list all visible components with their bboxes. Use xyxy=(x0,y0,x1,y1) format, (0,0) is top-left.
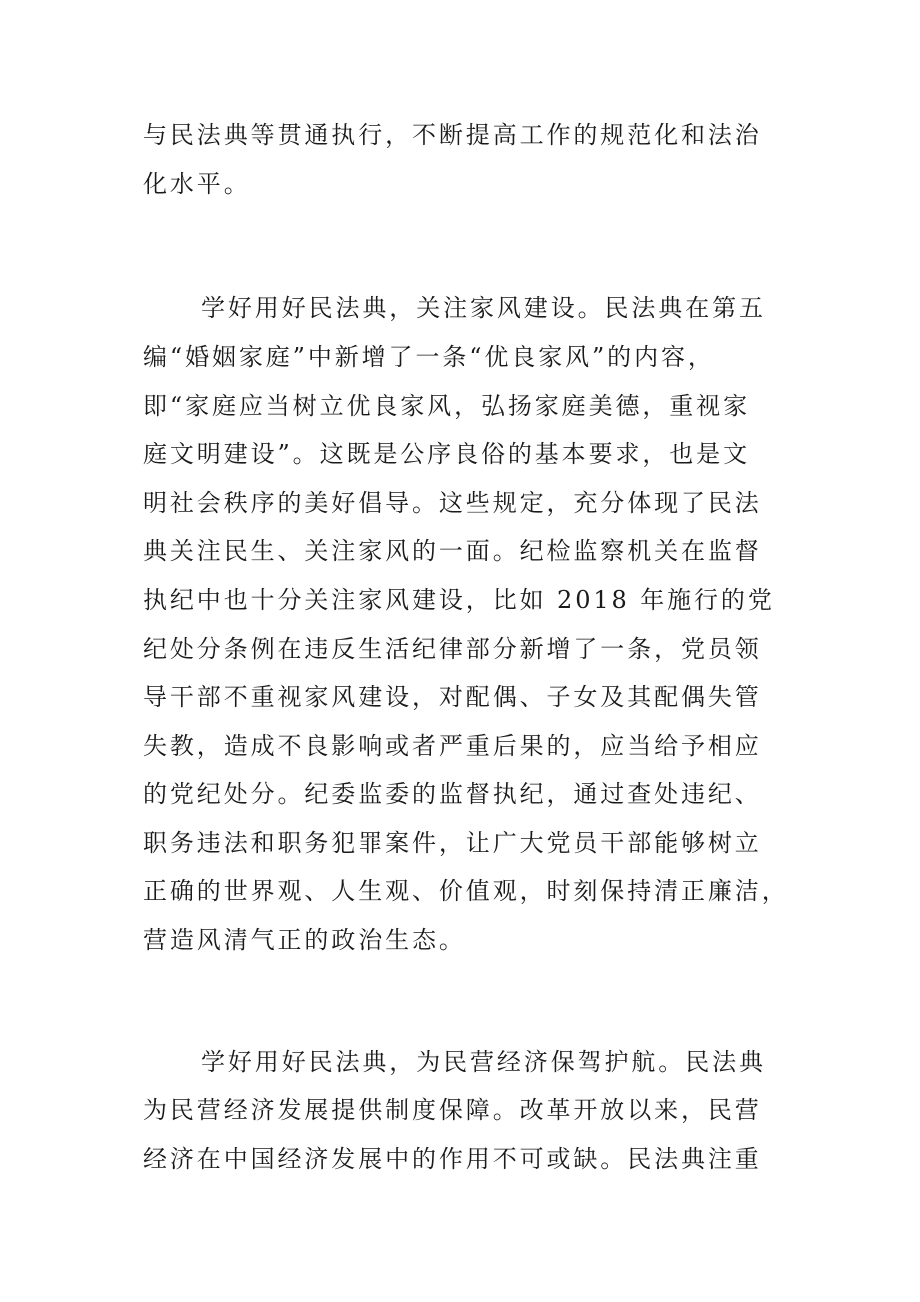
paragraph-2-line-13: 正确的世界观、人生观、价值观，时刻保持清正廉洁， xyxy=(143,877,789,905)
paragraph-3-line-2: 为民营经济发展提供制度保障。改革开放以来，民营 xyxy=(143,1096,762,1124)
paragraph-2-line-10: 失教，造成不良影响或者严重后果的，应当给予相应 xyxy=(143,732,762,760)
paragraph-1-line-2: 化水平。 xyxy=(143,170,251,198)
paragraph-2-line-1: 学好用好民法典，关注家风建设。民法典在第五 xyxy=(201,294,766,322)
paragraph-2-line-5: 明社会秩序的美好倡导。这些规定，充分体现了民法 xyxy=(143,489,762,517)
paragraph-2-line-4: 庭文明建设”。这既是公序良俗的基本要求，也是文 xyxy=(143,440,750,468)
paragraph-2-line-11: 的党纪处分。纪委监委的监督执纪，通过查处违纪、 xyxy=(143,780,762,808)
paragraph-2-line-3: 即“家庭应当树立优良家风，弘扬家庭美德，重视家 xyxy=(143,392,750,420)
paragraph-2-line-7: 执纪中也十分关注家风建设，比如 2018 年施行的党 xyxy=(143,586,775,614)
paragraph-2-line-8: 纪处分条例在违反生活纪律部分新增了一条，党员领 xyxy=(143,635,762,663)
paragraph-2-line-6: 典关注民生、关注家风的一面。纪检监察机关在监督 xyxy=(143,537,762,565)
paragraph-2-line-9: 导干部不重视家风建设，对配偶、子女及其配偶失管 xyxy=(143,683,762,711)
paragraph-3-line-3: 经济在中国经济发展中的作用不可或缺。民法典注重 xyxy=(143,1145,762,1173)
paragraph-1-line-1: 与民法典等贯通执行，不断提高工作的规范化和法治 xyxy=(143,121,762,149)
paragraph-2-line-12: 职务违法和职务犯罪案件，让广大党员干部能够树立 xyxy=(143,829,762,857)
paragraph-3-line-1: 学好用好民法典，为民营经济保驾护航。民法典 xyxy=(201,1048,766,1076)
paragraph-2-line-2: 编“婚姻家庭”中新增了一条“优良家风”的内容， xyxy=(143,343,715,371)
paragraph-2-line-14: 营造风清气正的政治生态。 xyxy=(143,926,466,954)
